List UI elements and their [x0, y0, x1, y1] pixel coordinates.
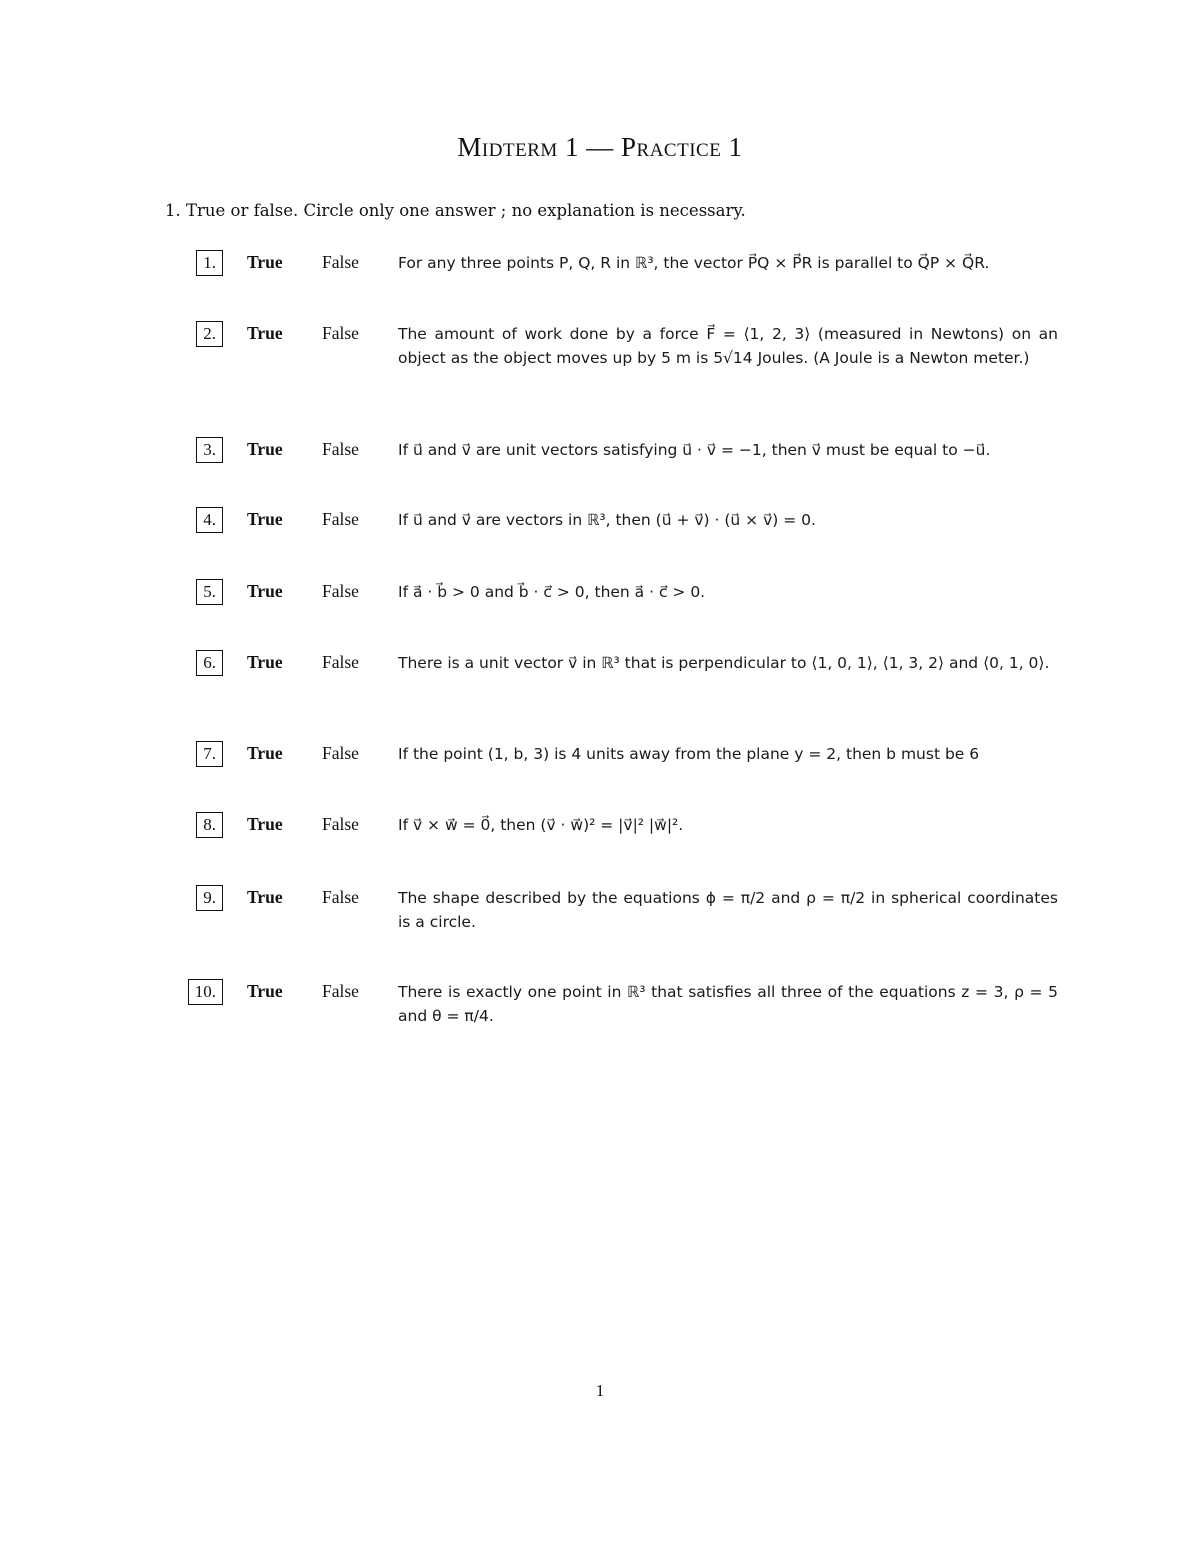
question-number: 3.	[196, 437, 223, 463]
question-number: 8.	[196, 812, 223, 838]
true-option[interactable]: True	[247, 439, 283, 459]
question-number: 5.	[196, 579, 223, 605]
true-option[interactable]: True	[247, 652, 283, 672]
instructions: 1. True or false. Circle only one answer ; no explanation is necessary.	[165, 201, 746, 220]
page-title: Midterm 1 — Practice 1	[457, 132, 743, 162]
question-text: There is a unit vector v⃗ in ℝ³ that is perpendicular to ⟨1, 0, 1⟩, ⟨1, 3, 2⟩ and ⟨0, 1, 0⟩.	[398, 654, 1050, 672]
question-number: 1.	[196, 250, 223, 276]
question-number: 7.	[196, 741, 223, 767]
false-option[interactable]: False	[322, 743, 359, 763]
question-text: If v⃗ × w⃗ = 0⃗, then (v⃗ · w⃗)² = |v⃗|² |w⃗|².	[398, 816, 684, 834]
false-option[interactable]: False	[322, 652, 359, 672]
question-text: The shape described by the equations ϕ = π/2 and ρ = π/2 in spherical coordinates is a circle.	[398, 889, 1058, 931]
true-option[interactable]: True	[247, 252, 283, 272]
true-option[interactable]: True	[247, 323, 283, 343]
question-number: 6.	[196, 650, 223, 676]
true-option[interactable]: True	[247, 581, 283, 601]
false-option[interactable]: False	[322, 323, 359, 343]
question-number: 2.	[196, 321, 223, 347]
question-text: For any three points P, Q, R in ℝ³, the vector P⃗Q × P⃗R is parallel to Q⃗P × Q⃗R.	[398, 254, 990, 272]
false-option[interactable]: False	[322, 252, 359, 272]
true-option[interactable]: True	[247, 743, 283, 763]
question-text: If u⃗ and v⃗ are unit vectors satisfying u⃗ · v⃗ = −1, then v⃗ must be equal to −u⃗.	[398, 441, 991, 459]
question-text: If u⃗ and v⃗ are vectors in ℝ³, then (u⃗ + v⃗) · (u⃗ × v⃗) = 0.	[398, 511, 816, 529]
question-text: The amount of work done by a force F⃗ = ⟨1, 2, 3⟩ (measured in Newtons) on an object as the object moves up by 5 m is 5√14 Joules. (A Joule is a Newton meter.)	[398, 325, 1058, 367]
false-option[interactable]: False	[322, 887, 359, 907]
false-option[interactable]: False	[322, 439, 359, 459]
question-number: 9.	[196, 885, 223, 911]
false-option[interactable]: False	[322, 981, 359, 1001]
true-option[interactable]: True	[247, 981, 283, 1001]
false-option[interactable]: False	[322, 581, 359, 601]
false-option[interactable]: False	[322, 509, 359, 529]
true-option[interactable]: True	[247, 887, 283, 907]
true-option[interactable]: True	[247, 509, 283, 529]
question-number: 4.	[196, 507, 223, 533]
false-option[interactable]: False	[322, 814, 359, 834]
question-text: If the point (1, b, 3) is 4 units away from the plane y = 2, then b must be 6	[398, 745, 980, 763]
true-option[interactable]: True	[247, 814, 283, 834]
page-number: 1	[595, 1381, 605, 1400]
question-text: If a⃗ · b⃗ > 0 and b⃗ · c⃗ > 0, then a⃗ · c⃗ > 0.	[398, 583, 706, 601]
question-number: 10.	[188, 979, 223, 1005]
question-text: There is exactly one point in ℝ³ that satisfies all three of the equations z = 3, ρ = 5 and θ = π/4.	[398, 983, 1058, 1025]
